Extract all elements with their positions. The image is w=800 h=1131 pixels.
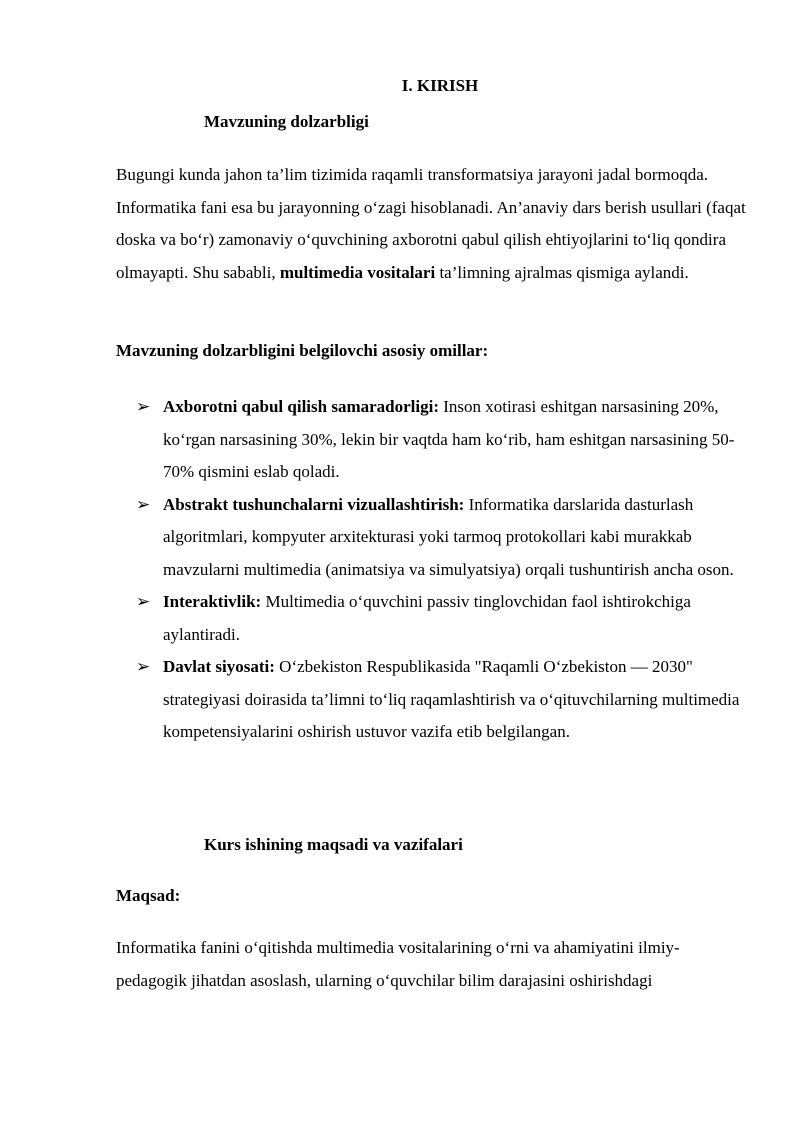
factors-list: [116, 391, 746, 749]
factor-term: Interaktivlik:: [163, 592, 262, 611]
factor-term: Axborotni qabul qilish samaradorligi:: [163, 397, 439, 416]
factor-text: Inson xotirasi eshitgan narsasining 20%, ko‘rgan narsasining 30%, lekin bir vaqtda ham ko‘rib, ham eshitgan narsasining 50-70% qismini eslab qoladi.: [163, 397, 735, 481]
intro-paragraph: [116, 159, 746, 289]
list-item: [116, 489, 746, 587]
goal-heading: Maqsad:: [116, 886, 181, 905]
arrow-bullet-icon: ➢: [136, 657, 151, 676]
factor-text: Informatika darslarida dasturlash algoritmlari, kompyuter arxitekturasi yoki tarmoq protokollari kabi murakkab mavzularni multimedia (animatsiya va simulyatsiya) orqali tushuntirish ancha oson.: [163, 494, 734, 579]
list-item: [116, 586, 746, 651]
list-item: [116, 651, 746, 749]
subtitle-goals: Kurs ishining maqsadi va vazifalari: [204, 835, 463, 854]
intro-bold-term: multimedia vositalari: [279, 262, 436, 282]
factor-text: O‘zbekiston Respublikasida "Raqamli O‘zbekiston — 2030" strategiyasi doirasida ta’limni to‘liq raqamlashtirish va o‘qituvchilarning multimedia kompetensiyalarini oshirish ustuvor vazifa etib belgilangan.: [163, 657, 740, 741]
subtitle-relevance: Mavzuning dolzarbligi: [204, 112, 369, 131]
list-item: [116, 391, 746, 489]
factor-text: Multimedia o‘quvchini passiv tinglovchidan faol ishtirokchiga aylantiradi.: [163, 592, 691, 644]
factors-heading: Mavzuning dolzarbligini belgilovchi asosiy omillar:: [116, 341, 489, 360]
section-title: I. KIRISH: [401, 76, 479, 95]
factor-term: Abstrakt tushunchalarni vizuallashtirish:: [163, 494, 465, 514]
arrow-bullet-icon: ➢: [136, 397, 151, 416]
factor-term: Davlat siyosati:: [163, 657, 275, 676]
goal-paragraph: Informatika fanini o‘qitishda multimedia vositalarining o‘rni va ahamiyatini ilmiy-pedagogik jihatdan asoslash, ularning o‘quvchilar bilim darajasini oshirishdagi: [116, 938, 680, 990]
arrow-bullet-icon: ➢: [136, 592, 151, 611]
arrow-bullet-icon: ➢: [136, 494, 151, 514]
intro-text-2: ta’limning ajralmas qismiga aylandi.: [435, 262, 689, 282]
intro-text-1: Bugungi kunda jahon ta’lim tizimida raqamli transformatsiya jarayoni jadal bormoqda. Informatika fani esa bu jarayonning o‘zagi hisoblanadi. An’anaviy dars berish usullari (faqat doska va bo‘r) zamonaviy o‘quvchining axborotni qabul qilish ehtiyojlarini to‘liq qondira olmayapti. Shu sababli,: [116, 165, 746, 282]
